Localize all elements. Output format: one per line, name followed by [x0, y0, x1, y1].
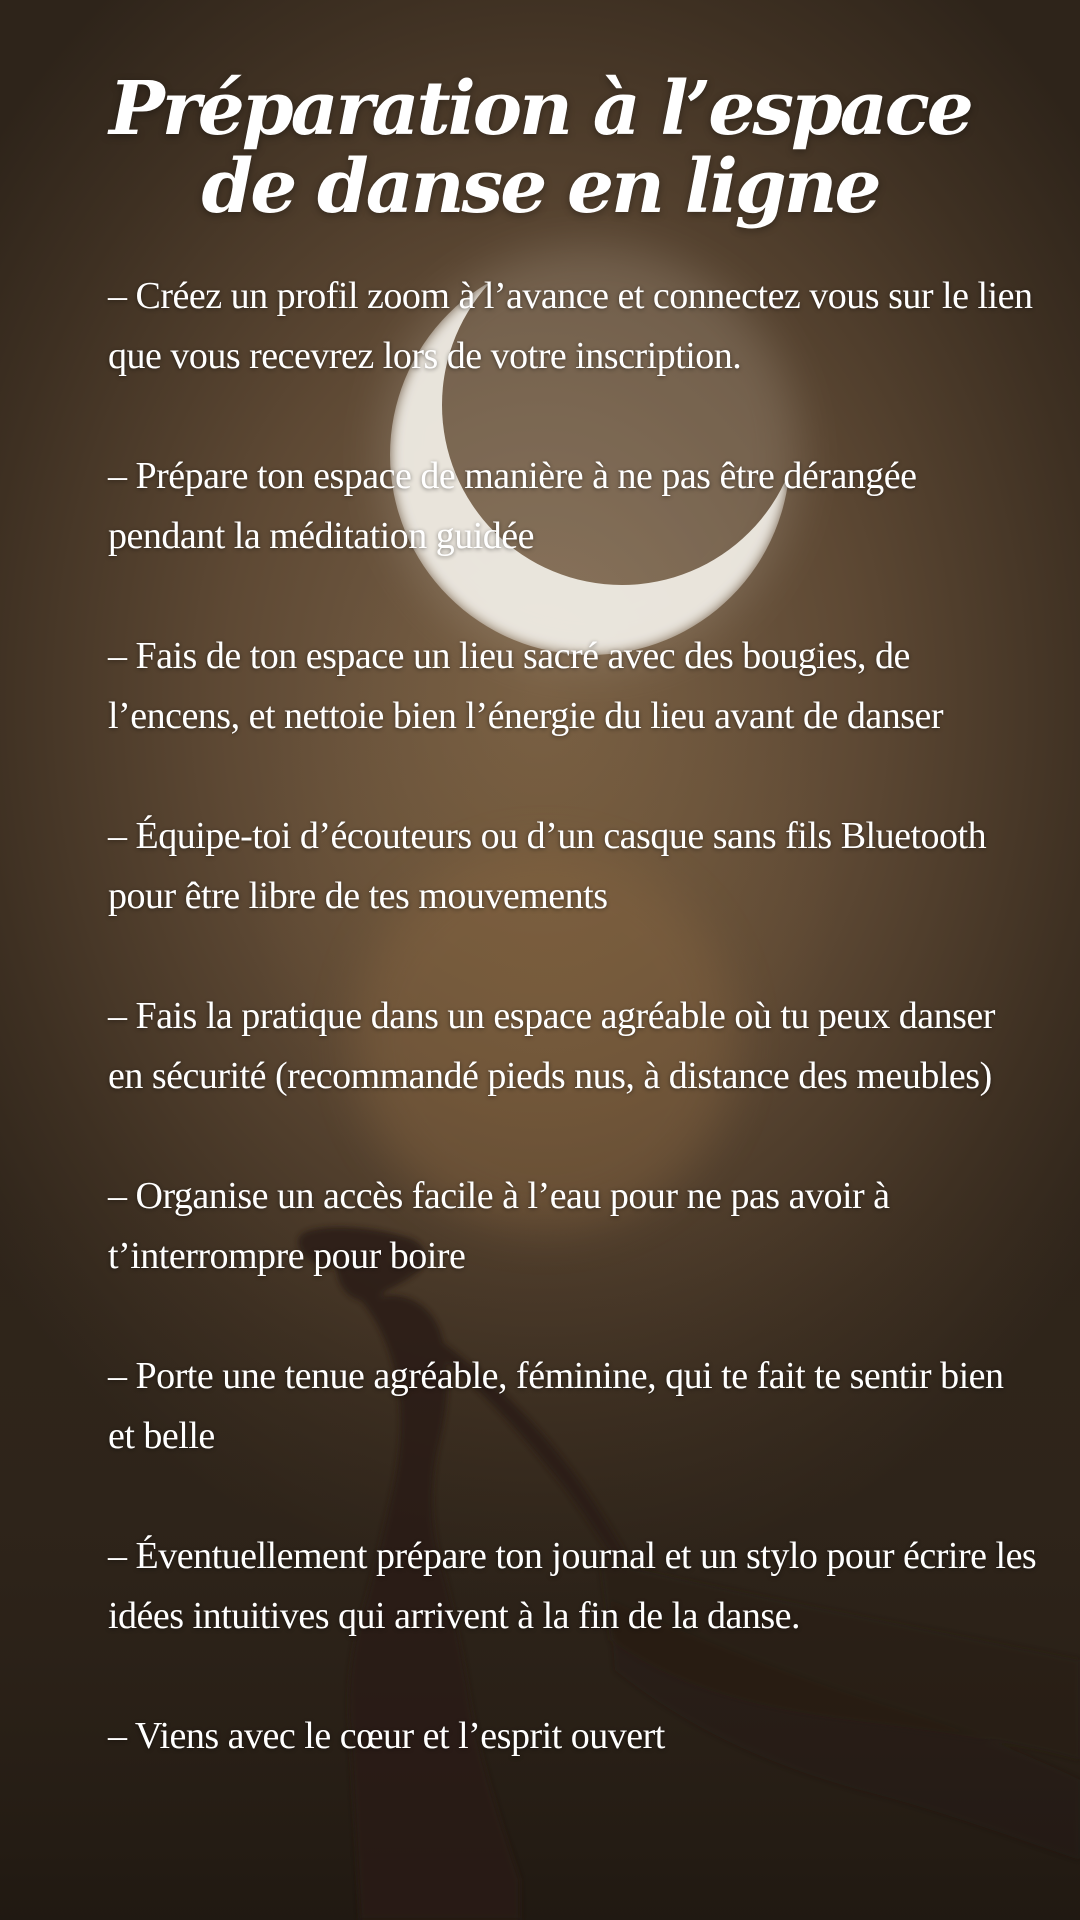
list-item: – Éventuellement prépare ton journal et un stylo pour écrire les idées intuitives qui arrivent à la fin de la danse.: [108, 1535, 1037, 1637]
list-item: – Viens avec le cœur et l’esprit ouvert: [108, 1715, 665, 1757]
page-title: [0, 66, 1080, 230]
list-item: – Organise un accès facile à l’eau pour ne pas avoir à t’interrompre pour boire: [108, 1175, 890, 1277]
title-line-1: Préparation à l’espace: [109, 66, 971, 152]
list-item: – Fais la pratique dans un espace agréable où tu peux danser en sécurité (recommandé pieds nus, à distance des meubles): [108, 995, 995, 1097]
list-item: – Créez un profil zoom à l’avance et connectez vous sur le lien que vous recevrez lors de votre inscription.: [108, 275, 1033, 377]
preparation-list: [108, 266, 1038, 1826]
title-line-2: de danse en ligne: [201, 144, 879, 230]
list-item: – Équipe-toi d’écouteurs ou d’un casque sans fils Bluetooth pour être libre de tes mouvements: [108, 815, 987, 917]
list-item: – Prépare ton espace de manière à ne pas être dérangée pendant la méditation guidée: [108, 455, 917, 557]
list-item: – Fais de ton espace un lieu sacré avec des bougies, de l’encens, et nettoie bien l’énergie du lieu avant de danser: [108, 635, 943, 737]
list-item: – Porte une tenue agréable, féminine, qui te fait te sentir bien et belle: [108, 1355, 1004, 1457]
